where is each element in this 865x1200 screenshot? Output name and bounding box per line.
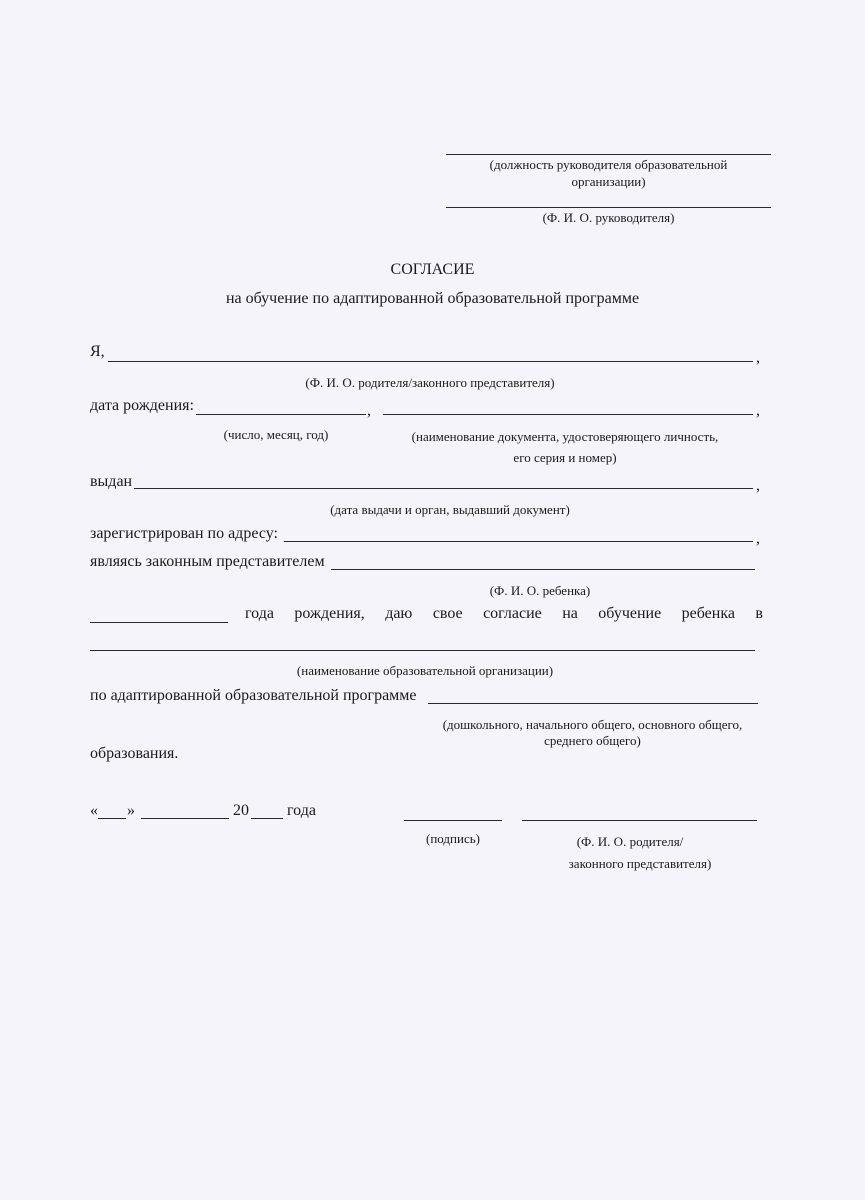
signature-line[interactable] bbox=[404, 820, 502, 821]
consent-word: обучение bbox=[598, 605, 662, 622]
issued-line[interactable] bbox=[134, 488, 753, 489]
comma: , bbox=[756, 349, 760, 366]
consent-word: года bbox=[245, 605, 274, 622]
comma: , bbox=[756, 530, 760, 547]
program-label: по адаптированной образовательной программе bbox=[90, 687, 417, 704]
level-caption-1: (дошкольного, начального общего, основного общего, bbox=[442, 717, 743, 732]
i-label: Я, bbox=[90, 343, 105, 360]
position-caption-2: организации) bbox=[571, 174, 646, 189]
position-caption-1: (должность руководителя образовательной bbox=[489, 157, 728, 172]
issued-caption: (дата выдачи и орган, выдавший документ) bbox=[330, 502, 570, 517]
education-word: образования. bbox=[90, 745, 179, 762]
child-birth-year-line[interactable] bbox=[90, 622, 228, 623]
comma: , bbox=[756, 477, 760, 494]
level-caption-2: среднего общего) bbox=[544, 733, 641, 748]
quote-close: » bbox=[127, 802, 135, 819]
child-name-line[interactable] bbox=[331, 569, 755, 570]
quote-open: « bbox=[90, 802, 98, 819]
month-line[interactable] bbox=[141, 818, 229, 819]
representative-label: являясь законным представителем bbox=[90, 553, 325, 570]
consent-word: свое bbox=[432, 605, 463, 622]
consent-word: рождения, bbox=[294, 605, 365, 622]
identity-doc-line[interactable] bbox=[383, 414, 753, 415]
document-subtitle: на обучение по адаптированной образовательной программе bbox=[225, 290, 640, 307]
registered-label: зарегистрирован по адресу: bbox=[90, 525, 278, 542]
consent-text bbox=[245, 606, 763, 622]
child-name-caption: (Ф. И. О. ребенка) bbox=[489, 583, 591, 598]
consent-word: даю bbox=[385, 605, 413, 622]
comma: , bbox=[756, 402, 760, 419]
birth-date-label: дата рождения: bbox=[90, 397, 194, 414]
position-line[interactable] bbox=[446, 154, 771, 155]
parent-name-caption: (Ф. И. О. родителя/законного представителя) bbox=[305, 375, 555, 390]
year-prefix: 20 bbox=[233, 802, 249, 819]
consent-word: ребенка bbox=[681, 605, 735, 622]
day-line[interactable] bbox=[98, 818, 126, 819]
organization-line[interactable] bbox=[90, 650, 755, 651]
year-word: года bbox=[287, 802, 316, 819]
consent-word: на bbox=[562, 605, 578, 622]
education-level-line[interactable] bbox=[428, 703, 758, 704]
signer-name-line[interactable] bbox=[522, 820, 757, 821]
organization-caption: (наименование образовательной организации) bbox=[296, 663, 554, 678]
signature-caption: (подпись) bbox=[426, 831, 480, 846]
head-name-caption: (Ф. И. О. руководителя) bbox=[542, 210, 675, 225]
comma: , bbox=[367, 402, 371, 419]
birth-date-line[interactable] bbox=[196, 414, 366, 415]
head-name-line[interactable] bbox=[446, 207, 771, 208]
doc-caption-1: (наименование документа, удостоверяющего личность, bbox=[411, 429, 719, 444]
address-line[interactable] bbox=[284, 541, 753, 542]
doc-caption-2: его серия и номер) bbox=[513, 450, 617, 465]
consent-word: согласие bbox=[483, 605, 542, 622]
signer-caption-2: законного представителя) bbox=[568, 856, 712, 871]
year-line[interactable] bbox=[251, 818, 283, 819]
issued-label: выдан bbox=[90, 473, 133, 490]
parent-name-line[interactable] bbox=[108, 361, 753, 362]
date-caption: (число, месяц, год) bbox=[223, 427, 329, 442]
signer-caption-1: (Ф. И. О. родителя/ bbox=[576, 834, 684, 849]
document-title: СОГЛАСИЕ bbox=[390, 261, 475, 278]
consent-word: в bbox=[755, 605, 763, 622]
